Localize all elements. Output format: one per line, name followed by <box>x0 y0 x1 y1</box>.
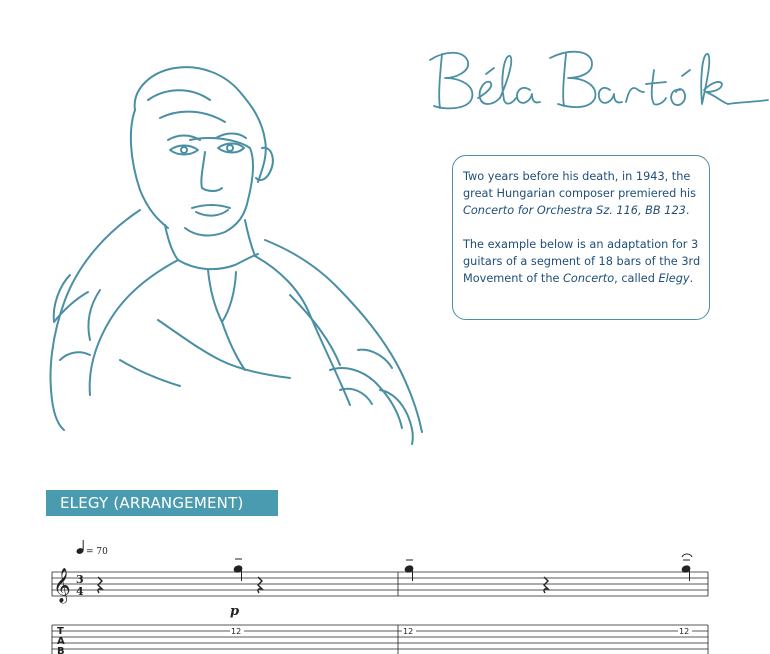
tab-letter-t: T <box>57 626 64 637</box>
dynamic-marking: p <box>230 604 240 619</box>
tab-letter-b: B <box>57 646 65 654</box>
tab-letter-a: A <box>57 636 65 647</box>
rest <box>98 577 548 593</box>
time-signature-bottom: 4 <box>76 585 84 598</box>
tab-fret-number: 12 <box>403 627 414 636</box>
note <box>681 554 692 581</box>
time-signature-top: 3 <box>76 573 84 586</box>
treble-staff <box>52 572 708 596</box>
info-paragraph-2: The example below is an adaptation for 3 guitars of a segment of 18 bars of the 3rd Movement of the Concerto, called Elegy. <box>463 238 701 285</box>
section-title: ELEGY (ARRANGEMENT) <box>46 490 278 516</box>
tab-staff <box>52 625 708 654</box>
music-score <box>40 535 770 654</box>
composer-info-box <box>452 155 710 320</box>
tab-fret-number: 12 <box>231 627 242 636</box>
info-paragraph-1: Two years before his death, in 1943, the great Hungarian composer premiered his Concerto for Orchestra Sz. 116, BB 123. <box>463 170 697 217</box>
tempo-marking <box>76 540 108 557</box>
tab-fret-number: 12 <box>679 627 690 636</box>
tempo-text: = 70 <box>86 547 108 557</box>
composer-portrait-drawing <box>40 60 440 450</box>
bartok-signature <box>420 40 770 120</box>
treble-clef-icon: 𝄞 <box>53 568 71 603</box>
